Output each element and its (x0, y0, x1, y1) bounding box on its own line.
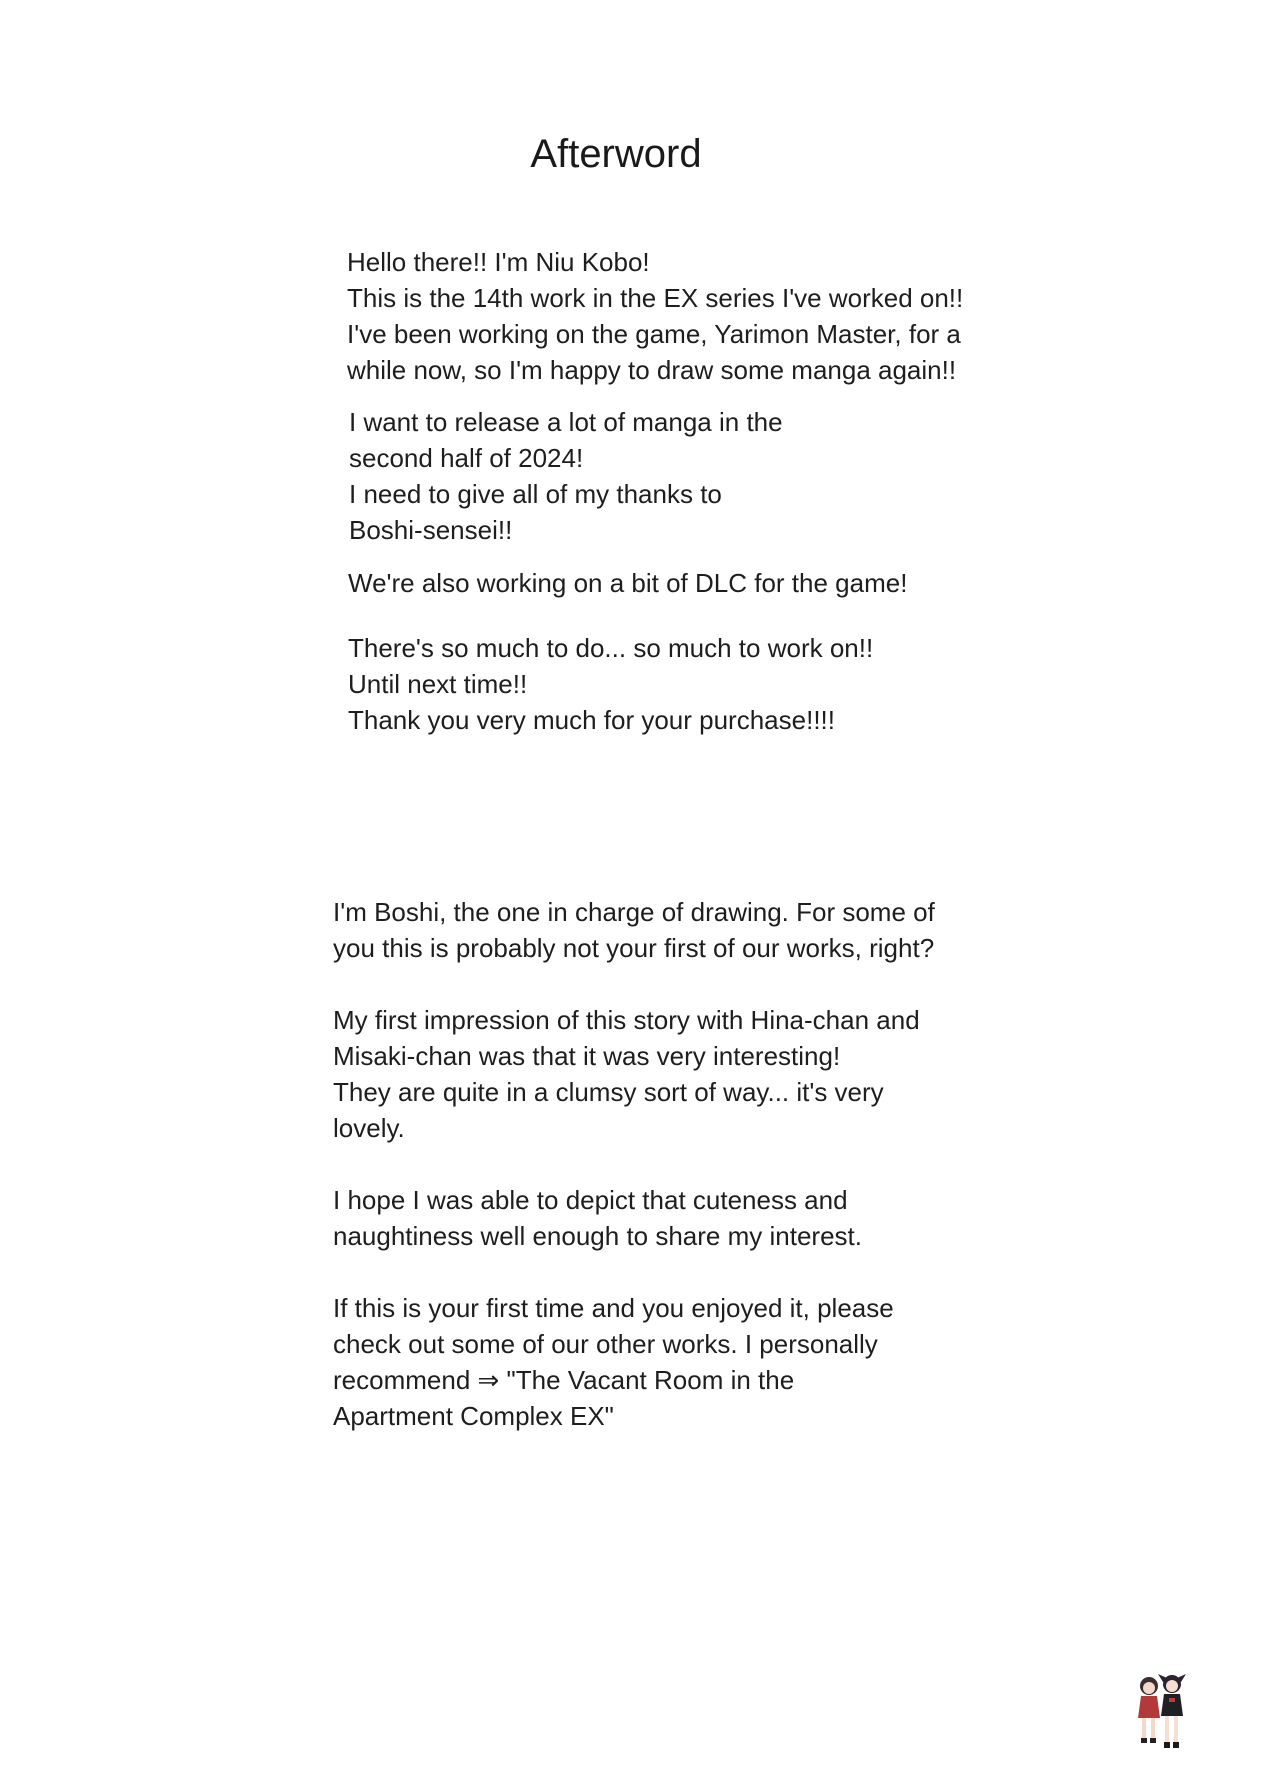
text-line: I've been working on the game, Yarimon Master, for a (347, 319, 961, 349)
text-line: recommend ⇒ "The Vacant Room in the (333, 1365, 795, 1395)
text-line: second half of 2024! (349, 443, 584, 473)
chibi-characters-icon (1134, 1672, 1188, 1758)
niu-kobo-paragraph-2 (349, 404, 783, 548)
niu-kobo-paragraph-4 (348, 630, 873, 738)
niu-kobo-paragraph-1 (347, 244, 963, 388)
text-line: I hope I was able to depict that cuteness and (333, 1185, 848, 1215)
text-line: Until next time!! (348, 669, 528, 699)
niu-kobo-paragraph-3 (348, 565, 907, 601)
text-line: I need to give all of my thanks to (349, 479, 722, 509)
text-line: My first impression of this story with Hina-chan and (333, 1005, 920, 1035)
text-line: Misaki-chan was that it was very interesting! (333, 1041, 841, 1071)
boshi-paragraph-1 (333, 894, 935, 966)
text-line: Apartment Complex EX" (333, 1401, 614, 1431)
boshi-paragraph-3 (333, 1182, 862, 1254)
text-line: Thank you very much for your purchase!!!! (348, 705, 835, 735)
text-line: check out some of our other works. I personally (333, 1329, 878, 1359)
text-line: Hello there!! I'm Niu Kobo! (347, 247, 650, 277)
text-line: We're also working on a bit of DLC for the game! (348, 568, 908, 598)
text-line: I'm Boshi, the one in charge of drawing. For some of (333, 897, 935, 927)
text-line: There's so much to do... so much to work on!! (348, 633, 874, 663)
page-title: Afterword (530, 132, 702, 176)
text-line: This is the 14th work in the EX series I've worked on!! (347, 283, 964, 313)
text-line: If this is your first time and you enjoyed it, please (333, 1293, 894, 1323)
text-line: lovely. (333, 1113, 405, 1143)
text-line: while now, so I'm happy to draw some manga again!! (347, 355, 957, 385)
text-line: I want to release a lot of manga in the (349, 407, 783, 437)
text-line: naughtiness well enough to share my interest. (333, 1221, 862, 1251)
boshi-paragraph-2 (333, 1002, 920, 1146)
text-line: you this is probably not your first of our works, right? (333, 933, 935, 963)
text-line: They are quite in a clumsy sort of way... it's very (333, 1077, 884, 1107)
boshi-paragraph-4 (333, 1290, 894, 1434)
text-line: Boshi-sensei!! (349, 515, 513, 545)
